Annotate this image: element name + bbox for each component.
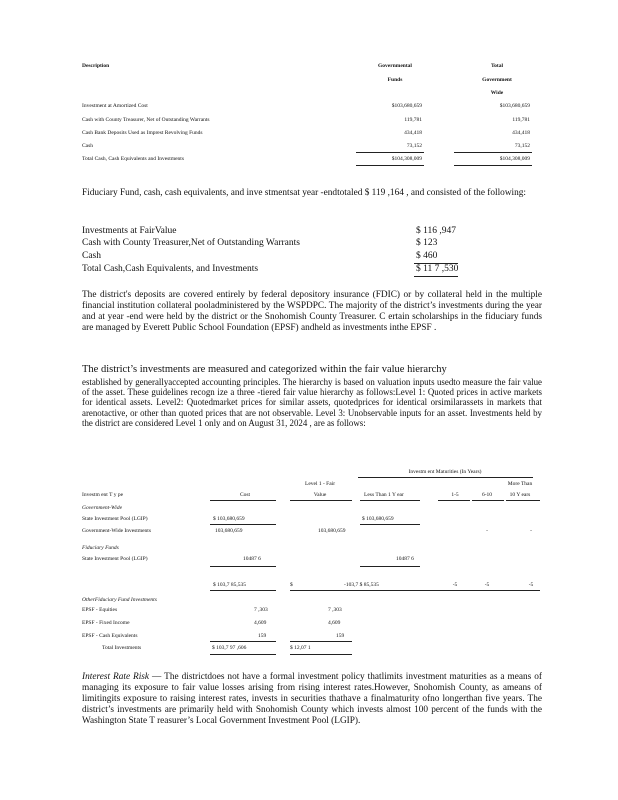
t2-row-type: Government-Wide Investments bbox=[82, 528, 151, 534]
t2-row-rule bbox=[360, 566, 420, 567]
t2-header-rule bbox=[290, 500, 352, 501]
t2-row-less: $ 103,680,659 bbox=[362, 516, 394, 522]
t2-row-fair-value: 7 ,303 bbox=[328, 607, 342, 613]
interest-rate-risk-heading: Interest Rate Risk bbox=[82, 672, 150, 682]
interest-rate-risk-text: — The districtdoes not have a formal investment policy thatlimits investment maturities as a means of managing its exposure to fair value losses arising from rising interest rates.However, Snohomish County, as ameans of limitingits exposure to raising interest rates, invests in securities thathave a finalmaturity ofno longerthan five years. The district’s investments are primarily held with Snohomish County which invests almost 100 percent of the funds with the Washington State T reasurer’s Local Government Investment Pool (LGIP). bbox=[82, 672, 543, 726]
t2-row-cost: 4,609 bbox=[254, 620, 267, 626]
t2-total-double-rule bbox=[210, 654, 276, 655]
t2-header-rule bbox=[360, 500, 420, 501]
t2-row-type: EPSF - Fixed Income bbox=[82, 620, 130, 626]
t2-row-cost: 7 ,303 bbox=[254, 607, 268, 613]
t1-total-rule bbox=[454, 152, 532, 153]
t2-header-cost: Cost bbox=[239, 492, 251, 498]
t2-header-1-5: 1-5 bbox=[451, 492, 459, 498]
t1-header-gov-line2: Funds bbox=[387, 77, 403, 83]
t2-header-rule bbox=[210, 500, 276, 501]
t2-row-rule bbox=[210, 524, 276, 525]
t2-header-maturities: Investm ent Maturities (In Years) bbox=[408, 469, 482, 475]
t2-row-cost: $ 103,680,659 bbox=[213, 516, 245, 522]
t2-sum-1-5: -5 bbox=[452, 582, 458, 588]
t1-row-total: 434,418 bbox=[512, 130, 530, 136]
t1-header-total-line1: Total bbox=[490, 63, 504, 69]
t2-header-level1-line1: Level 1 - Fair bbox=[304, 481, 336, 487]
t1-row-label: Cash Bank Deposits Used as Imprest Revolving Funds bbox=[82, 130, 203, 136]
fid-total-value: $ 11 7 ,530 bbox=[416, 264, 459, 274]
fid-total-label: Total Cash,Cash Equivalents, and Investments bbox=[82, 264, 259, 274]
t2-header-rule bbox=[472, 500, 504, 501]
fid-row-value: $ 460 bbox=[416, 251, 438, 261]
t1-header-total-line3: Wide bbox=[490, 90, 504, 96]
fid-row-value: $ 116 ,947 bbox=[416, 226, 457, 236]
t2-total-double-rule bbox=[290, 654, 352, 655]
t2-header-more-line2: 10 Y ears bbox=[509, 492, 531, 498]
fid-double-rule bbox=[414, 276, 458, 277]
t2-maturities-rule bbox=[358, 477, 533, 478]
fid-row-label: Cash with County Treasurer,Net of Outstanding Warrants bbox=[82, 238, 300, 248]
t1-row-gov: $103,680,659 bbox=[391, 103, 422, 109]
t1-total-total: $104,308,009 bbox=[499, 156, 530, 162]
t1-row-label: Investment at Amortized Cost bbox=[82, 103, 148, 109]
t2-header-less: Less Than 1 Y ear bbox=[364, 492, 404, 498]
t2-header-rule bbox=[506, 500, 540, 501]
t2-total-cost: $ 103,7 97 ,606 bbox=[212, 645, 247, 651]
t2-sum-fair-value: $ bbox=[290, 582, 293, 588]
t2-row-type: State Investment Pool (LGIP) bbox=[82, 556, 148, 562]
t2-header-type: Investm ent T y pe bbox=[82, 492, 124, 498]
t2-sum-rule bbox=[210, 590, 276, 591]
t2-row-cost: 103,680,659 bbox=[215, 528, 243, 534]
t2-row-type: EPSF - Equities bbox=[82, 607, 118, 613]
t2-section-fiduciary-funds: Fiduciary Funds bbox=[82, 545, 119, 551]
t2-total-fair-value: $ 12,07 1 bbox=[290, 645, 311, 651]
t2-row-cost: 159 bbox=[258, 633, 267, 639]
t1-total-rule bbox=[356, 152, 424, 153]
fid-row-value: $ 123 bbox=[416, 238, 438, 248]
t2-row-fair-value: 159 bbox=[336, 633, 345, 639]
t2-sum-less: -103,7 $ 85,535 bbox=[344, 582, 379, 588]
t1-total-label: Total Cash, Cash Equivalents and Investments bbox=[82, 156, 184, 162]
t2-row-fair-value: 103,680,659 bbox=[318, 528, 346, 534]
t2-row-rule bbox=[360, 524, 420, 525]
t2-sum-more: -5 bbox=[528, 582, 534, 588]
t2-header-level1-line2: Value bbox=[313, 492, 327, 498]
t2-header-6-10: 6-10 bbox=[481, 492, 493, 498]
t2-other-rule bbox=[290, 641, 352, 642]
fiduciary-intro: Fiduciary Fund, cash, cash equivalents, and inve stmentsat year -endtotaled $ 119 ,164 , and consisted of the following: bbox=[82, 188, 526, 198]
t2-sum-6-10: -5 bbox=[484, 582, 490, 588]
hierarchy-heading: The district’s investments are measured and categorized within the fair value hierarchy bbox=[82, 364, 447, 375]
t1-header-gov-line1: Governmental bbox=[378, 63, 412, 69]
t1-row-label: Cash bbox=[82, 143, 93, 149]
t1-row-gov: 434,418 bbox=[404, 130, 422, 136]
t1-header-total-line2: Government bbox=[482, 77, 512, 83]
t2-row-less: 10487 6 bbox=[396, 556, 414, 562]
t1-row-gov: 119,781 bbox=[404, 117, 422, 123]
t1-row-total: $103,680,659 bbox=[499, 103, 530, 109]
t2-sum-cost: $ 103,7 85,535 bbox=[213, 582, 246, 588]
t2-section-government-wide: Government-Wide bbox=[82, 505, 123, 511]
t2-other-rule bbox=[210, 641, 276, 642]
t1-row-total: 73,152 bbox=[514, 143, 530, 149]
t1-total-gov: $104,308,009 bbox=[391, 156, 422, 162]
t2-row-cost: 10487 6 bbox=[243, 556, 261, 562]
t2-section-other-fiduciary: OtherFiduciary Fund Investments bbox=[82, 597, 157, 603]
t1-row-label: Cash with County Treasurer, Net of Outstanding Warrants bbox=[82, 117, 210, 123]
t2-header-more-line1: More Than bbox=[507, 481, 533, 487]
t2-row-6-10: - bbox=[486, 528, 488, 534]
t2-row-type: State Investment Pool (LGIP) bbox=[82, 516, 148, 522]
t1-row-total: 119,781 bbox=[512, 117, 530, 123]
t1-row-gov: 73,152 bbox=[406, 143, 422, 149]
t2-total-label: Total Investments bbox=[102, 645, 142, 651]
deposits-paragraph: The district's deposits are covered entirely by federal depository insurance (FDIC) or by collateral held in the multiple financial institution collateral pooladministered by the WSPDPC. The majority of the district’s investments during the year and at year -end were held by the district or the Snohomish County Treasurer. C ertain scholarships in the fiduciary funds are managed by Everett Public School Foundation (EPSF) andheld as investments inthe EPSF . bbox=[82, 290, 542, 333]
t2-header-rule bbox=[438, 500, 470, 501]
fid-row-label: Cash bbox=[82, 251, 101, 261]
interest-rate-risk-paragraph bbox=[82, 672, 542, 727]
t2-sum-rule bbox=[290, 590, 540, 591]
hierarchy-paragraph: established by generallyaccepted accounting principles. The hierarchy is based on valuation inputs usedto measure the fair value of the asset. These guidelines recogn ize a three -tiered fair value hierarchy as follows:Level 1: Quoted prices in active markets for identical assets. Level2: Quotedmarket prices for similar assets, quotedprices for identical orsimilarassets in markets that arenotactive, or other than quoted prices that are not observable. Level 3: Unobservable inputs for an asset. Investments held by the district are considered Level 1 only and on August 31, 2024 , are as follows: bbox=[82, 377, 542, 428]
t1-double-rule bbox=[454, 165, 532, 166]
t2-row-type: EPSF - Cash Equivalents bbox=[82, 633, 138, 639]
t1-header-description: Description bbox=[82, 63, 110, 69]
t2-row-more: - bbox=[530, 528, 532, 534]
t1-double-rule bbox=[356, 165, 424, 166]
fid-row-label: Investments at FairValue bbox=[82, 226, 177, 236]
t2-row-rule bbox=[210, 566, 276, 567]
t2-row-fair-value: 4,609 bbox=[328, 620, 341, 626]
